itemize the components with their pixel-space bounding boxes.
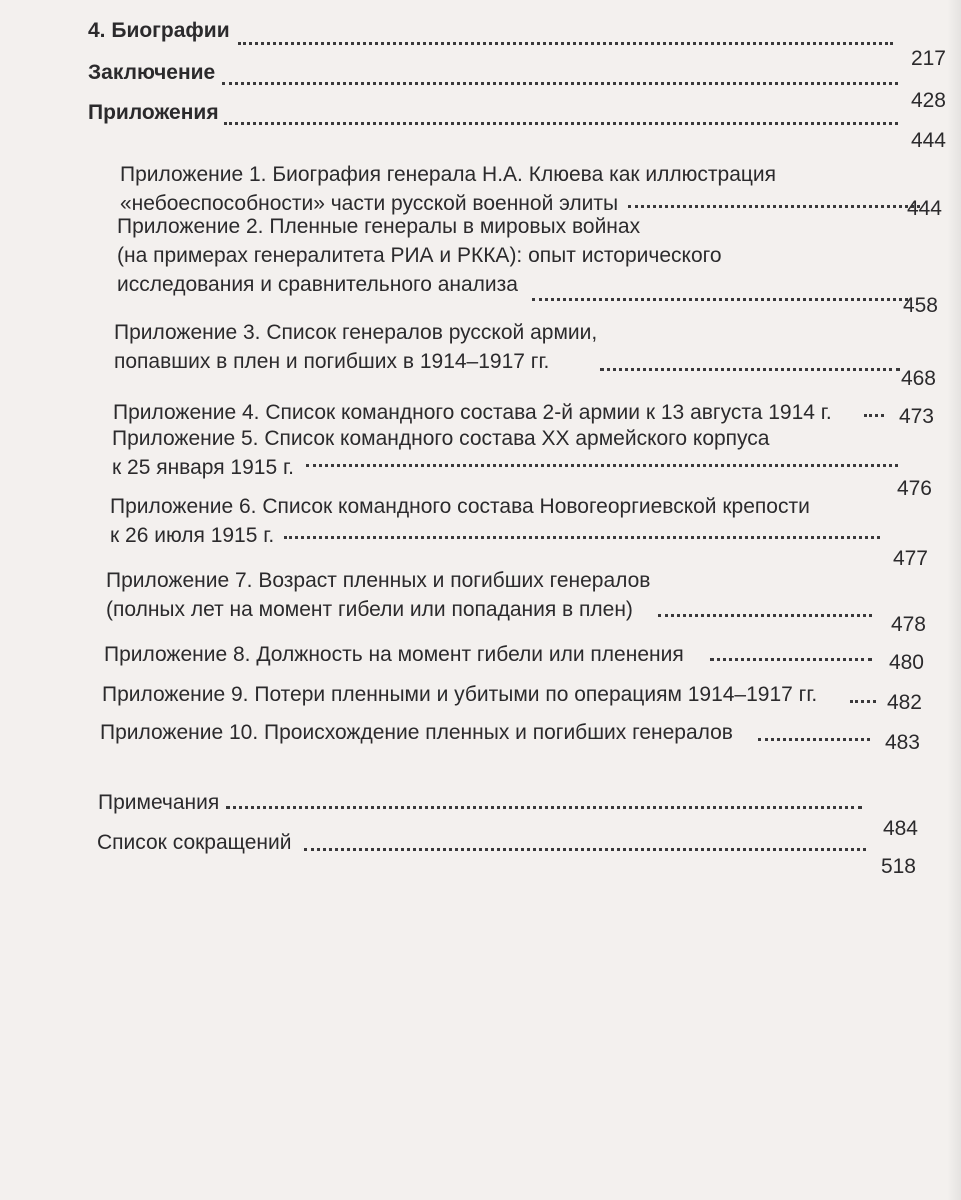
toc-page-number: 458 [902, 294, 938, 317]
toc-page-number: 518 [880, 855, 916, 878]
toc-page-number: 428 [910, 89, 946, 112]
toc-entry-title: Список сокращений [97, 831, 292, 854]
toc-page-number: 444 [906, 197, 942, 220]
toc-entry [120, 160, 776, 218]
dot-leader [758, 736, 870, 741]
toc-entry-title: Приложение 7. Возраст пленных и погибших генералов (полных лет на момент гибели или попадания в плен) [106, 569, 651, 621]
toc-page-number: 468 [900, 367, 936, 390]
dot-leader [306, 462, 898, 467]
dot-leader [226, 804, 862, 809]
toc-entry-title: Приложение 9. Потери пленными и убитыми по операциям 1914–1917 гг. [102, 683, 818, 706]
toc-page-number: 217 [910, 47, 946, 70]
dot-leader [224, 120, 898, 125]
toc-entry-title: Приложение 3. Список генералов русской армии, попавших в плен и погибших в 1914–1917 гг. [114, 321, 598, 373]
toc-entry-title: Приложение 5. Список командного состава XX армейского корпуса к 25 января 1915 г. [112, 427, 770, 479]
toc-entry-title: Приложение 6. Список командного состава Новогеоргиевской крепости к 26 июля 1915 г. [110, 495, 810, 547]
toc-entry [88, 16, 230, 45]
toc-entry-title: Приложение 10. Происхождение пленных и погибших генералов [100, 721, 733, 744]
toc-entry-title: Приложение 8. Должность на момент гибели или пленения [104, 643, 684, 666]
dot-leader [222, 80, 898, 85]
dot-leader [710, 656, 872, 661]
toc-entry [117, 212, 722, 299]
dot-leader [304, 846, 866, 851]
toc-page-number: 477 [892, 547, 928, 570]
dot-leader [658, 612, 872, 617]
toc-entry [112, 424, 770, 482]
dot-leader [600, 366, 900, 371]
toc-page-number: 476 [896, 477, 932, 500]
toc-entry [100, 718, 733, 747]
toc-entry-title: Приложение 2. Пленные генералы в мировых войнах (на примерах генералитета РИА и РККА): опыт исторического исследования и сравнительного анализа [117, 215, 722, 296]
toc-entry [88, 98, 219, 127]
dot-leader [238, 40, 893, 45]
toc-entry-title: Примечания [98, 791, 220, 814]
toc-entry [114, 318, 597, 376]
toc-entry [98, 788, 219, 817]
toc-entry-title: Приложения [88, 101, 219, 124]
dot-leader [532, 296, 908, 301]
toc-entry [104, 640, 684, 669]
toc-entry [97, 828, 291, 857]
toc-page-number: 480 [888, 651, 924, 674]
toc-page-number: 473 [898, 405, 934, 428]
toc-page-number: 484 [882, 817, 918, 840]
page-edge-shadow [947, 0, 961, 1200]
toc-entry-title: 4. Биографии [88, 19, 230, 42]
toc-entry [88, 58, 215, 87]
toc-page-number: 482 [886, 691, 922, 714]
toc-page-number: 444 [910, 129, 946, 152]
toc-entry-title: Приложение 1. Биография генерала Н.А. Клюева как иллюстрация «небоеспособности» части русской военной элиты [120, 163, 777, 215]
dot-leader [284, 534, 880, 539]
dot-leader [628, 203, 920, 208]
toc-entry [113, 398, 832, 427]
toc-page-number: 478 [890, 613, 926, 636]
toc-entry [106, 566, 650, 624]
toc-entry [110, 492, 810, 550]
toc-entry [102, 680, 817, 709]
toc-entry-title: Заключение [88, 61, 216, 84]
toc-page-number: 483 [884, 731, 920, 754]
toc-entry-title: Приложение 4. Список командного состава 2-й армии к 13 августа 1914 г. [113, 401, 832, 424]
